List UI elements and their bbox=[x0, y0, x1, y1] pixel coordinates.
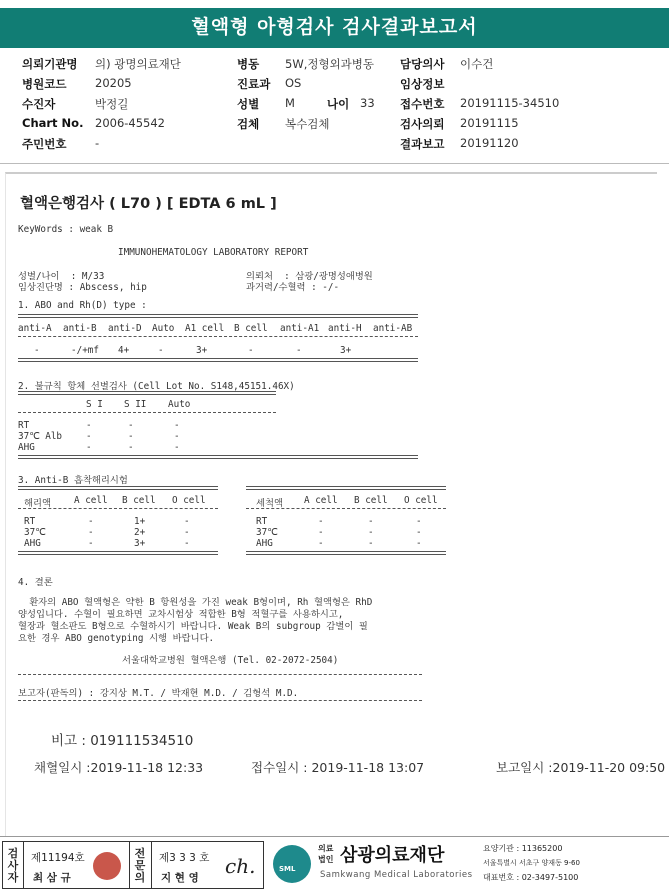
abo-value: -/+mf bbox=[71, 345, 99, 356]
info-label-ward: 병동 bbox=[237, 57, 260, 71]
tester-name: 최 삼 규 bbox=[33, 872, 71, 884]
abo-header: anti-B bbox=[63, 323, 97, 334]
sec3a-header: 해리액 bbox=[24, 498, 51, 509]
sec3a-cell: - bbox=[88, 538, 94, 549]
info-label-clinical-info: 임상정보 bbox=[400, 77, 445, 91]
sec2-header: Auto bbox=[168, 399, 191, 410]
rule bbox=[18, 314, 418, 318]
info-label-id-number: 주민번호 bbox=[22, 137, 67, 151]
remark: 비고 : 019111534510 bbox=[51, 733, 194, 749]
conclusion-line: 양성입니다. 수혈이 필요하면 교차시험상 적합한 B형 적혈구를 사용하시고, bbox=[18, 609, 344, 620]
report-title: 혈액형 아형검사 검사결과보고서 bbox=[0, 8, 669, 46]
abo-header: anti-A bbox=[18, 323, 52, 334]
sec3a-cell: - bbox=[184, 516, 190, 527]
abo-header: Auto bbox=[152, 323, 175, 334]
abo-value: 4+ bbox=[118, 345, 130, 356]
rule bbox=[246, 508, 446, 509]
sec3a-row-label: AHG bbox=[24, 538, 41, 549]
rule bbox=[18, 486, 218, 490]
sec2-header: S II bbox=[124, 399, 147, 410]
info-value-department: OS bbox=[285, 76, 302, 90]
sec2-cell: - bbox=[128, 420, 134, 431]
tester-seal bbox=[93, 852, 121, 880]
specialist-vertical-label: 전문의 bbox=[134, 847, 146, 884]
specialist-name: 지 현 영 bbox=[161, 872, 199, 884]
corp-address: 서울특별시 서초구 양재동 9-60 bbox=[483, 859, 580, 867]
history: 과거력/수혈력 : -/- bbox=[246, 282, 340, 293]
info-value-report-date: 20191120 bbox=[460, 136, 519, 150]
rule bbox=[18, 700, 422, 701]
sml-logo-icon bbox=[273, 845, 311, 883]
info-value-chart-no: 2006-45542 bbox=[95, 116, 165, 130]
info-label-request-date: 검사의뢰 bbox=[400, 117, 445, 131]
sec2-cell: - bbox=[86, 442, 92, 453]
tester-license-no: 제11194호 bbox=[31, 852, 85, 864]
logo-text: SML bbox=[279, 865, 296, 873]
sec3b-row-label: 37℃ bbox=[256, 527, 278, 538]
sec3a-cell: - bbox=[184, 538, 190, 549]
info-label-doctor: 담당의사 bbox=[400, 57, 445, 71]
abo-header: anti-AB bbox=[373, 323, 413, 334]
info-value-request-date: 20191115 bbox=[460, 116, 519, 130]
sec3b-cell: - bbox=[416, 538, 422, 549]
reporter: 보고자(판독의) : 강지상 M.T. / 박재현 M.D. / 김형석 M.D. bbox=[18, 688, 299, 699]
signature-box bbox=[2, 841, 264, 889]
divider bbox=[151, 842, 152, 888]
sec2-cell: - bbox=[128, 442, 134, 453]
sec3b-header: B cell bbox=[354, 495, 388, 506]
info-value-specimen: 복수검체 bbox=[285, 117, 330, 131]
received-datetime: 접수일시 : 2019-11-18 13:07 bbox=[251, 760, 425, 775]
sec3b-header: 세척액 bbox=[256, 498, 283, 509]
info-label-chart-no: Chart No. bbox=[22, 116, 84, 130]
info-value-age: 33 bbox=[360, 96, 375, 110]
rule bbox=[246, 551, 446, 555]
sec3b-cell: - bbox=[368, 527, 374, 538]
reported-datetime: 보고일시 :2019-11-20 09:50 bbox=[496, 760, 666, 775]
conclusion-line: 요한 경우 ABO genotyping 시행 바랍니다. bbox=[18, 633, 215, 644]
info-label-department: 진료과 bbox=[237, 77, 271, 91]
collected-datetime: 채혈일시 :2019-11-18 12:33 bbox=[34, 760, 204, 775]
rule bbox=[246, 486, 446, 490]
requester: 의뢰처 : 삼광/광명성애병원 bbox=[246, 271, 373, 282]
sec3a-cell: - bbox=[88, 516, 94, 527]
abo-header: B cell bbox=[234, 323, 268, 334]
rule bbox=[18, 674, 422, 675]
specialist-license-no: 제3 3 3 호 bbox=[159, 852, 210, 864]
rule bbox=[18, 508, 218, 509]
rule bbox=[18, 391, 276, 395]
info-value-doctor: 이수건 bbox=[460, 57, 494, 71]
signature: ch. bbox=[225, 854, 256, 878]
sec2-row-label: RT bbox=[18, 420, 30, 431]
sec3a-row-label: 37℃ bbox=[24, 527, 46, 538]
info-label-institution: 의뢰기관명 bbox=[22, 57, 78, 71]
sec2-header: S I bbox=[86, 399, 103, 410]
sec3b-cell: - bbox=[318, 516, 324, 527]
conclusion-line: 환자의 ABO 혈액형은 약한 B 항원성을 가진 weak B형이며, Rh 혈액형은 RhD bbox=[18, 597, 373, 608]
abo-value: - bbox=[158, 345, 164, 356]
info-label-hospital-code: 병원코드 bbox=[22, 77, 67, 91]
corp-name: 삼광의료재단 bbox=[340, 845, 445, 866]
rule bbox=[18, 358, 418, 362]
divider bbox=[129, 842, 130, 888]
sec3a-cell: - bbox=[88, 527, 94, 538]
patient-info bbox=[0, 52, 669, 160]
abo-header: anti-H bbox=[328, 323, 362, 334]
rule bbox=[18, 455, 418, 459]
info-label-receipt-no: 접수번호 bbox=[400, 97, 445, 111]
sec3a-header: B cell bbox=[122, 495, 156, 506]
sec3b-cell: - bbox=[416, 527, 422, 538]
abo-value: - bbox=[296, 345, 302, 356]
section3-title: 3. Anti-B 흡착해리시험 bbox=[18, 475, 128, 486]
corp-small-1: 의료 bbox=[318, 844, 334, 853]
sec3b-row-label: AHG bbox=[256, 538, 273, 549]
report-heading: 혈액은행검사 ( L70 ) [ EDTA 6 mL ] bbox=[20, 196, 277, 212]
sec3b-cell: - bbox=[416, 516, 422, 527]
diagnosis: 임상진단명 : Abscess, hip bbox=[18, 282, 147, 293]
abo-value: - bbox=[34, 345, 40, 356]
corp-tel: 대표번호 : 02-3497-5100 bbox=[483, 873, 579, 882]
sec3b-cell: - bbox=[368, 516, 374, 527]
sec2-cell: - bbox=[174, 442, 180, 453]
info-divider bbox=[0, 163, 669, 164]
info-value-ward: 5W,정형외과병동 bbox=[285, 57, 374, 71]
sec3a-cell: 1+ bbox=[134, 516, 146, 527]
info-label-sex: 성별 bbox=[237, 97, 260, 111]
sec3a-cell: 2+ bbox=[134, 527, 146, 538]
sec3b-header: A cell bbox=[304, 495, 338, 506]
info-value-institution: 의) 광명의료재단 bbox=[95, 57, 181, 71]
corp-small-2: 법인 bbox=[318, 855, 334, 864]
info-value-sex: M bbox=[285, 96, 295, 110]
info-value-patient: 박정길 bbox=[95, 97, 129, 111]
sec2-cell: - bbox=[174, 431, 180, 442]
sec3b-row-label: RT bbox=[256, 516, 268, 527]
corp-english-name: Samkwang Medical Laboratories bbox=[320, 870, 473, 880]
section2-title: 2. 불규칙 항체 선별검사 (Cell Lot No. S148,45151.46X) bbox=[18, 381, 295, 392]
section1-title: 1. ABO and Rh(D) type : bbox=[18, 300, 147, 311]
divider bbox=[23, 842, 24, 888]
sec3a-header: O cell bbox=[172, 495, 206, 506]
abo-value: 3+ bbox=[340, 345, 352, 356]
lab-title: IMMUNOHEMATOLOGY LABORATORY REPORT bbox=[118, 247, 309, 258]
info-value-hospital-code: 20205 bbox=[95, 76, 132, 90]
corp-registration-no: 요양기관 : 11365200 bbox=[483, 844, 563, 853]
info-value-receipt-no: 20191115-34510 bbox=[460, 96, 560, 110]
sec3a-cell: - bbox=[184, 527, 190, 538]
sec2-cell: - bbox=[174, 420, 180, 431]
section4-title: 4. 결론 bbox=[18, 577, 53, 588]
abo-header: anti-A1 bbox=[280, 323, 320, 334]
abo-header: anti-D bbox=[108, 323, 142, 334]
sec2-row-label: 37℃ Alb bbox=[18, 431, 63, 442]
hospital-contact: 서울대학교병원 혈액은행 (Tel. 02-2072-2504) bbox=[122, 655, 339, 666]
sec2-cell: - bbox=[86, 431, 92, 442]
info-label-report-date: 결과보고 bbox=[400, 137, 445, 151]
sec3b-cell: - bbox=[368, 538, 374, 549]
info-label-patient: 수진자 bbox=[22, 97, 56, 111]
sec3a-row-label: RT bbox=[24, 516, 36, 527]
sec3a-header: A cell bbox=[74, 495, 108, 506]
abo-header: A1 cell bbox=[185, 323, 225, 334]
sec2-row-label: AHG bbox=[18, 442, 35, 453]
abo-value: - bbox=[248, 345, 254, 356]
sec3b-cell: - bbox=[318, 538, 324, 549]
rule bbox=[18, 336, 418, 337]
abo-value: 3+ bbox=[196, 345, 208, 356]
footer bbox=[0, 836, 669, 891]
info-label-specimen: 검체 bbox=[237, 117, 260, 131]
rule bbox=[18, 412, 276, 413]
sec3b-cell: - bbox=[318, 527, 324, 538]
info-value-id-number: - bbox=[95, 136, 100, 150]
tester-vertical-label: 검사자 bbox=[7, 847, 19, 884]
info-label-age: 나이 bbox=[327, 97, 350, 111]
conclusion-line: 혈장과 혈소판도 B형으로 수혈하시기 바랍니다. Weak B의 subgroup 감별이 필 bbox=[18, 621, 368, 632]
lab-report-image bbox=[5, 172, 666, 836]
rule bbox=[18, 551, 218, 555]
sec2-cell: - bbox=[86, 420, 92, 431]
sec3b-header: O cell bbox=[404, 495, 438, 506]
sec3a-cell: 3+ bbox=[134, 538, 146, 549]
title-underline bbox=[0, 46, 669, 48]
sec2-cell: - bbox=[128, 431, 134, 442]
keywords: KeyWords : weak B bbox=[18, 224, 114, 235]
sex-age: 성별/나이 : M/33 bbox=[18, 271, 105, 282]
